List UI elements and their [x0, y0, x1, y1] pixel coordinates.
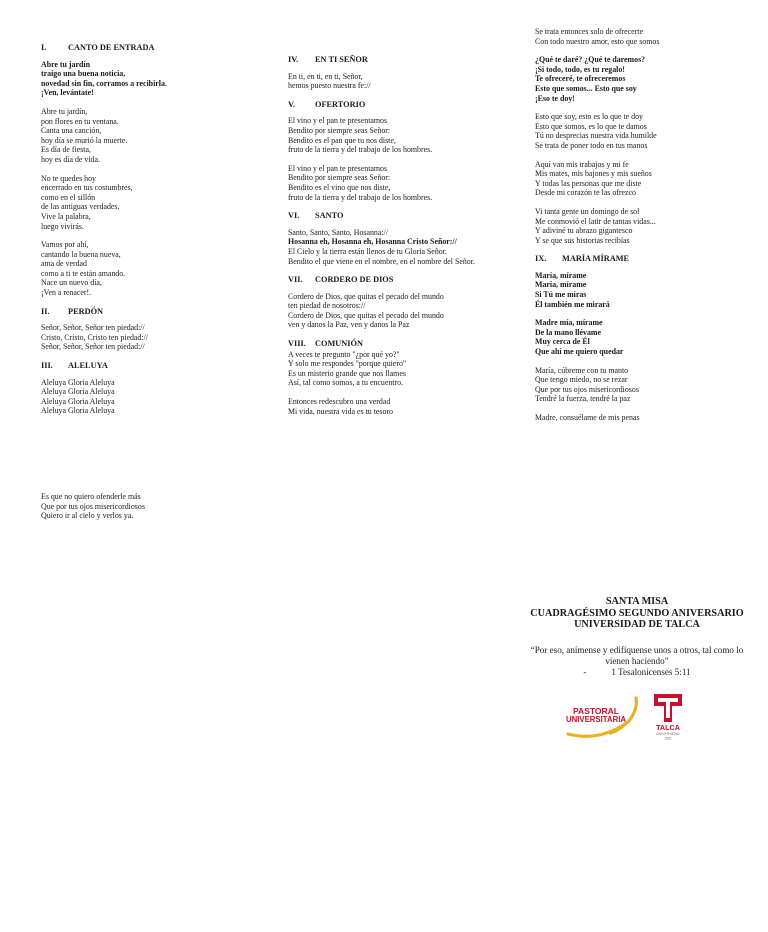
- cover-title-block: [522, 596, 752, 678]
- section-heading-perdon: II. PERDÓN: [41, 306, 104, 316]
- comunion-chorus: ¿Qué te daré? ¿Qué te daremos? ¡Si todo, todo, es tu regalo! Te ofreceré, te ofreceremos Esto que somos... Esto que soy ¡Eso te doy!: [535, 55, 646, 103]
- maria-stanza-2: Madre mía, mírame De la mano llévame Muy cerca de Él Que ahí me quiero quedar: [535, 318, 624, 357]
- svg-text:TALCA: TALCA: [656, 723, 680, 732]
- perdon-lines: Señor, Señor, Señor ten piedad:// Cristo, Cristo, Cristo ten piedad:// Señor, Señor, Señor ten piedad://: [41, 323, 148, 352]
- section-heading-maria-mirame: IX. MARÍA MÍRAME: [535, 254, 630, 264]
- pastoral-universitaria-logo: [562, 692, 644, 740]
- column-3: [535, 27, 760, 432]
- section-heading-cordero-de-dios: VII. CORDERO DE DIOS: [288, 275, 394, 285]
- column-2: [288, 55, 524, 425]
- section-heading-ofertorio: V. OFERTORIO: [288, 99, 366, 109]
- cover-title-universidad: UNIVERSIDAD DE TALCA: [574, 619, 700, 631]
- entrada-stanza-1: Abre tu jardín, pon flores en tu ventana. Canta una canción, hoy día se murió la muerte. Es día de fiesta, hoy es día de vida.: [41, 106, 128, 164]
- cordero-lines: Cordero de Dios, que quitas el pecado del mundo ten piedad de nosotros:// Cordero de Dios, que quitas el pecado del mundo ven y danos la Paz, ven y danos la Paz: [288, 291, 444, 330]
- comunion-stanza-2: Entonces redescubro una verdad Mi vida, nuestra vida es tu tesoro: [288, 397, 393, 416]
- santo-lines: Santo, Santo, Santo, Hosanna:// Hosanna eh, Hosanna eh, Hosanna Cristo Señor:// El Cielo y la tierra están llenos de tu Gloria Señor. Bendito el que viene en el nombre, en el nombre del Señor.: [288, 227, 475, 266]
- maria-stanza-3: María, cúbreme con tu manto Que tengo miedo, no se rezar Que por tus ojos misericordiosos Tendré la fuerza, tendré la paz: [535, 365, 639, 404]
- section-heading-canto-de-entrada: I. CANTO DE ENTRADA: [41, 43, 155, 52]
- comunion-stanza-5: Aquí van mis trabajos y mi fe Mis mates, mis bajones y mis sueños Y todas las personas que me diste Desde mi corazón te las ofrezco: [535, 159, 652, 198]
- svg-text:1981: 1981: [664, 736, 672, 740]
- svg-text:UNIVERSIDAD: UNIVERSIDAD: [656, 732, 680, 736]
- section-heading-comunion: VIII. COMUNIÓN: [288, 339, 363, 349]
- entrada-stanza-2: No te quedes hoy encerrado en tus costumbres, como en el sillón de las antiguas verdades. Vive la palabra, luego vivirás.: [41, 173, 133, 231]
- section-heading-santo: VI. SANTO: [288, 211, 344, 221]
- svg-text:UNIVERSITARIA: UNIVERSITARIA: [565, 715, 627, 724]
- universidad-de-talca-logo: [648, 692, 688, 740]
- comunion-stanza-1: A veces te pregunto "¿por qué yo?" Y solo me respondes "porque quiero" Es un misterio grande que nos llames Así, tal como somos, a tu encuentro.: [288, 349, 407, 388]
- svg-text:PASTORAL: PASTORAL: [573, 706, 619, 716]
- column-1: [41, 43, 281, 425]
- maria-stanza-1: María, mírame María, mírame Si Tú me miras Él también me mirará: [535, 270, 610, 309]
- aleluya-lines: Aleluya Gloria Aleluya Aleluya Gloria Aleluya Aleluya Gloria Aleluya Aleluya Gloria Aleluya: [41, 377, 115, 416]
- ofertorio-stanza-2: El vino y el pan te presentamos Bendito por siempre seas Señor: Bendito es el vino que nos diste, fruto de la tierra y del trabajo de los hombres.: [288, 163, 433, 202]
- section-heading-aleluya: III. ALELUYA: [41, 361, 108, 371]
- comunion-stanza-6: Vi tanta gente un domingo de sol Me conmovió el latir de tantas vidas... Y adiviné tu abrazo gigantesco Y se que sus historias recibías: [535, 206, 656, 245]
- comunion-stanza-3: Se trata entonces solo de ofrecerte Con todo nuestro amor, esto que somos: [535, 27, 660, 46]
- logos: [562, 692, 692, 742]
- comunion-continuation: Es que no quiero ofenderle más Que por tus ojos misericordiosos Quiero ir al cielo y verlos ya.: [41, 492, 145, 521]
- ofertorio-stanza-1: El vino y el pan te presentamos Bendito por siempre seas Señor: Bendito es el pan que tu nos diste, fruto de la tierra y del trabajo de los hombres.: [288, 116, 433, 155]
- entrada-stanza-3: Vamos por ahí, cantando la buena nueva, ama de verdad como a ti te están amando. Nace un nuevo día, ¡Ven a renacer!.: [41, 240, 126, 298]
- entrada-chorus: Abre tu jardín traigo una buena noticia, novedad sin fin, corramos a recibirla. ¡Ven, levántate!: [41, 59, 167, 98]
- maria-stanza-4: Madre, consuélame de mis penas: [535, 413, 640, 422]
- comunion-stanza-4: Esto que soy, esto es lo que te doy Esto que somos, es lo que te damos Tú no desprecias nuestra vida humilde Se trata de poner todo en tus manos: [535, 112, 657, 150]
- cover-citation: - 1 Tesalonicenses 5:11: [583, 666, 691, 677]
- cover-title-santa-misa: SANTA MISA: [605, 596, 669, 607]
- en-ti-senor-lines: En ti, en ti, en ti, Señor, hemos puesto nuestra fe://: [288, 71, 371, 91]
- cover-title-aniversario: CUADRAGÉSIMO SEGUNDO ANIVERSARIO: [530, 607, 744, 619]
- column-1-continuation: [41, 492, 281, 530]
- section-heading-en-ti-senor: IV. EN TI SEÑOR: [288, 55, 368, 64]
- cover-quote: “Por eso, anímense y edifíquense unos a otros, tal como lo vienen haciendo”: [530, 644, 744, 666]
